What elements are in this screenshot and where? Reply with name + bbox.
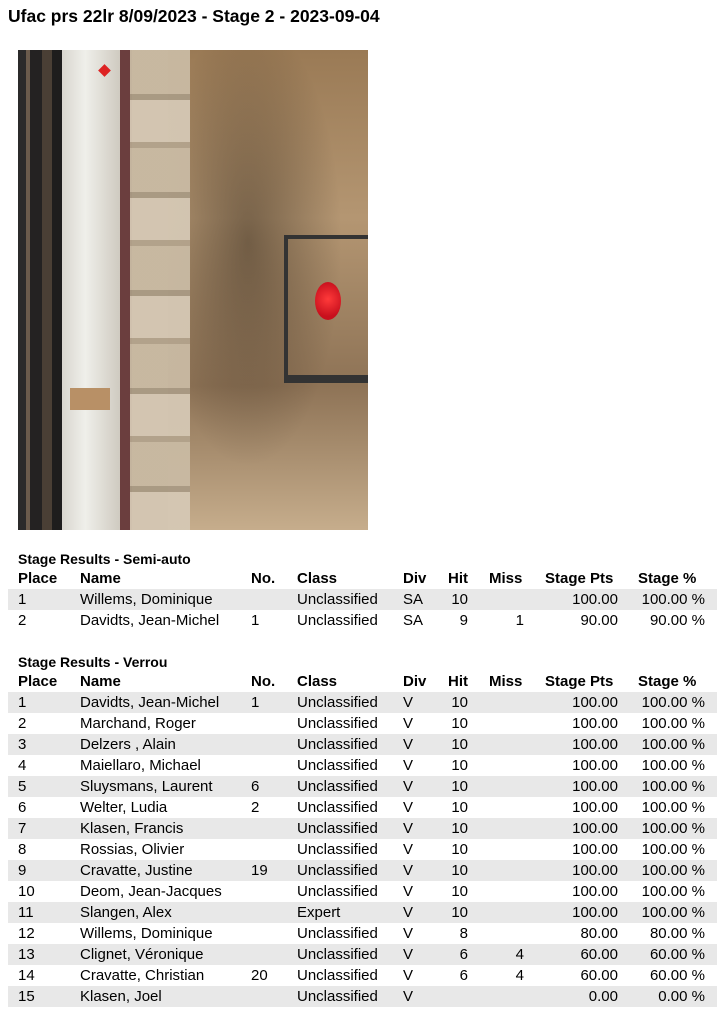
cell-class: Unclassified [297,841,378,858]
cell-div: V [403,841,414,858]
cell-stage-pct: 100.00 % [641,841,705,858]
cell-stage-pts: 100.00 [572,904,618,921]
cell-class: Unclassified [297,925,378,942]
cell-stage-pct: 100.00 % [641,715,705,732]
cell-div: V [403,925,414,942]
col-class: Class [297,673,338,690]
col-hit: Hit [448,673,468,690]
cell-stage-pct: 100.00 % [641,799,705,816]
cell-stage-pct: 100.00 % [641,591,705,608]
cell-name: Willems, Dominique [80,591,213,608]
table-row [8,986,717,1007]
cell-div: V [403,757,414,774]
cell-name: Marchand, Roger [80,715,196,732]
cell-stage-pct: 100.00 % [641,883,705,900]
cell-stage-pts: 100.00 [572,883,618,900]
cell-class: Unclassified [297,694,378,711]
col-place: Place [18,570,58,587]
table-row [8,860,717,881]
table-row [8,755,717,776]
cell-div: V [403,694,414,711]
cell-stage-pct: 100.00 % [641,862,705,879]
cell-class: Unclassified [297,778,378,795]
cell-no: 6 [251,778,260,795]
cell-div: SA [403,591,424,608]
cell-place: 15 [18,988,35,1005]
col-class: Class [297,570,338,587]
cell-class: Unclassified [297,715,378,732]
cell-no: 1 [251,612,260,629]
section-heading: Stage Results - Semi-auto [18,551,191,567]
cell-hit: 10 [451,591,468,608]
cell-name: Davidts, Jean-Michel [80,694,220,711]
cell-name: Delzers , Alain [80,736,176,753]
col-stage-pct: Stage % [638,673,697,690]
cell-div: V [403,988,414,1005]
cell-class: Unclassified [297,988,378,1005]
col-no: No. [251,673,276,690]
col-name: Name [80,570,121,587]
cell-div: SA [403,612,424,629]
cell-div: V [403,736,414,753]
photo-sandbags [130,50,190,530]
cell-class: Unclassified [297,967,378,984]
cell-name: Rossias, Olivier [80,841,185,858]
cell-stage-pts: 100.00 [572,694,618,711]
cell-class: Expert [297,904,341,921]
col-stage-pct: Stage % [638,570,697,587]
cell-place: 1 [18,591,27,608]
col-div: Div [403,673,427,690]
cell-stage-pts: 100.00 [572,736,618,753]
stage-photo [18,50,368,530]
cell-class: Unclassified [297,862,378,879]
cell-place: 14 [18,967,35,984]
cell-stage-pts: 80.00 [580,925,618,942]
cell-place: 7 [18,820,27,837]
cell-stage-pct: 100.00 % [641,694,705,711]
cell-name: Cravatte, Justine [80,862,193,879]
cell-hit: 9 [459,612,468,629]
cell-miss: 4 [515,967,524,984]
cell-place: 8 [18,841,27,858]
table-row [8,818,717,839]
cell-name: Welter, Ludia [80,799,168,816]
col-div: Div [403,570,427,587]
cell-place: 13 [18,946,35,963]
results-section-verrou [8,653,717,1007]
cell-hit: 10 [451,736,468,753]
page-title: Ufac prs 22lr 8/09/2023 - Stage 2 - 2023-09-04 [8,6,380,26]
cell-place: 5 [18,778,27,795]
cell-stage-pts: 60.00 [580,946,618,963]
cell-class: Unclassified [297,799,378,816]
table-header [8,672,717,692]
cell-hit: 6 [459,967,468,984]
col-stage-pts: Stage Pts [545,673,614,690]
cell-hit: 10 [451,904,468,921]
cell-hit: 10 [451,862,468,879]
cell-class: Unclassified [297,591,378,608]
col-place: Place [18,673,58,690]
cell-div: V [403,862,414,879]
cell-stage-pts: 90.00 [580,612,618,629]
cell-hit: 10 [451,883,468,900]
cell-place: 2 [18,715,27,732]
cell-stage-pct: 90.00 % [649,612,705,629]
cell-stage-pct: 100.00 % [641,757,705,774]
cell-div: V [403,904,414,921]
cell-hit: 10 [451,841,468,858]
table-row [8,881,717,902]
cell-class: Unclassified [297,820,378,837]
cell-place: 9 [18,862,27,879]
photo-red-target [315,282,341,320]
cell-place: 4 [18,757,27,774]
table-row [8,902,717,923]
cell-div: V [403,778,414,795]
cell-class: Unclassified [297,757,378,774]
cell-no: 20 [251,967,268,984]
col-name: Name [80,673,121,690]
cell-stage-pct: 100.00 % [641,736,705,753]
cell-stage-pct: 100.00 % [641,904,705,921]
cell-div: V [403,946,414,963]
table-row [8,713,717,734]
results-section-semi-auto [8,550,717,631]
cell-stage-pct: 100.00 % [641,820,705,837]
col-no: No. [251,570,276,587]
col-miss: Miss [489,673,523,690]
cell-stage-pct: 0.00 % [658,988,705,1005]
cell-stage-pts: 100.00 [572,862,618,879]
table-row [8,923,717,944]
cell-name: Davidts, Jean-Michel [80,612,220,629]
table-body [8,589,717,631]
cell-hit: 10 [451,778,468,795]
cell-class: Unclassified [297,612,378,629]
table-row [8,944,717,965]
cell-div: V [403,883,414,900]
col-miss: Miss [489,570,523,587]
cell-place: 11 [18,904,34,921]
cell-miss: 1 [515,612,524,629]
cell-name: Cravatte, Christian [80,967,205,984]
table-row [8,776,717,797]
col-stage-pts: Stage Pts [545,570,614,587]
table-header [8,569,717,589]
table-row [8,589,717,610]
cell-hit: 10 [451,715,468,732]
cell-div: V [403,715,414,732]
cell-hit: 10 [451,757,468,774]
cell-stage-pts: 60.00 [580,967,618,984]
cell-name: Sluysmans, Laurent [80,778,213,795]
cell-stage-pts: 100.00 [572,820,618,837]
cell-name: Klasen, Joel [80,988,162,1005]
cell-hit: 10 [451,820,468,837]
cell-div: V [403,820,414,837]
cell-name: Deom, Jean-Jacques [80,883,222,900]
cell-name: Willems, Dominique [80,925,213,942]
cell-stage-pts: 100.00 [572,757,618,774]
cell-stage-pct: 60.00 % [649,946,705,963]
cell-class: Unclassified [297,736,378,753]
cell-stage-pct: 80.00 % [649,925,705,942]
cell-stage-pts: 100.00 [572,841,618,858]
cell-div: V [403,967,414,984]
cell-name: Slangen, Alex [80,904,172,921]
cell-no: 19 [251,862,268,879]
photo-box [70,388,110,410]
cell-name: Maiellaro, Michael [80,757,201,774]
cell-place: 10 [18,883,35,900]
cell-hit: 8 [459,925,468,942]
cell-stage-pts: 100.00 [572,799,618,816]
table-row [8,839,717,860]
cell-no: 1 [251,694,260,711]
cell-stage-pts: 0.00 [588,988,618,1005]
photo-target-frame-bottom [284,375,368,379]
table-row [8,610,717,631]
photo-wall [18,50,62,530]
cell-place: 1 [18,694,27,711]
table-row [8,692,717,713]
cell-hit: 10 [451,799,468,816]
table-body [8,692,717,1007]
cell-place: 2 [18,612,27,629]
cell-hit: 6 [459,946,468,963]
cell-no: 2 [251,799,260,816]
table-row [8,734,717,755]
cell-hit: 10 [451,694,468,711]
cell-name: Klasen, Francis [80,820,184,837]
cell-stage-pts: 100.00 [572,591,618,608]
cell-div: V [403,799,414,816]
cell-stage-pct: 100.00 % [641,778,705,795]
cell-stage-pts: 100.00 [572,778,618,795]
table-row [8,797,717,818]
cell-class: Unclassified [297,946,378,963]
table-row [8,965,717,986]
cell-place: 12 [18,925,35,942]
col-hit: Hit [448,570,468,587]
photo-target-line [62,50,120,530]
cell-place: 3 [18,736,27,753]
cell-stage-pts: 100.00 [572,715,618,732]
cell-class: Unclassified [297,883,378,900]
cell-miss: 4 [515,946,524,963]
section-heading: Stage Results - Verrou [18,654,168,670]
cell-place: 6 [18,799,27,816]
cell-name: Clignet, Véronique [80,946,204,963]
cell-stage-pct: 60.00 % [649,967,705,984]
